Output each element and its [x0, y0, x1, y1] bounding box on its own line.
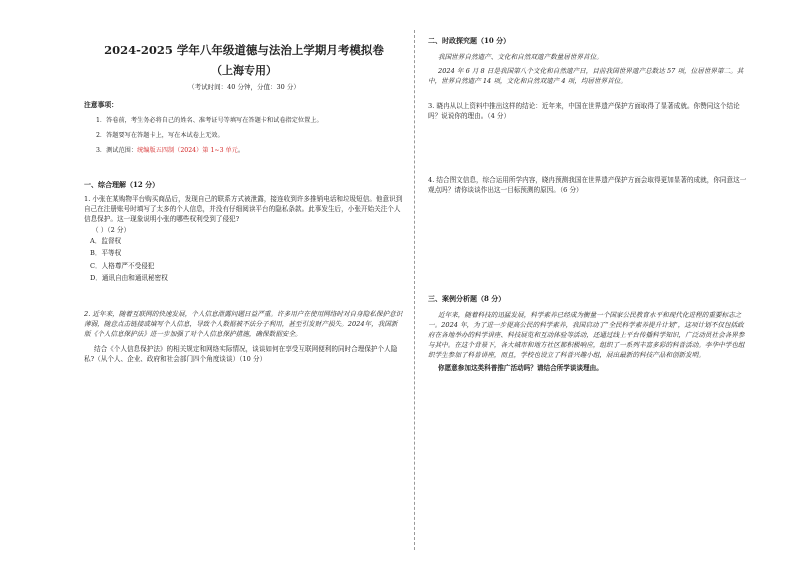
- case-material: 近年来，随着科技的迅猛发展，科学素养已经成为衡量一个国家公民教育水平和现代化进程的重要标志之一。2024 年，为了进一步提高公民的科学素养，我国启动了“全民科学素养提升计划”，这项计划不仅包括政府在各地举办的科学讲座、科技展览和互动体验等活动，还通过线上平台传播科学知识，广泛动员社会各界参与其中。在这个背景下，各大城市和地方社区都积极响应，组织了一系列丰富多彩的科普活动。李华中学也组织学生参加了科普讲座，而且，学校也设立了科普兴趣小组，展出最新的科技产品和创新发明。: [428, 310, 745, 360]
- option-a: A．监督权: [90, 236, 122, 245]
- notice-item-3-suffix: 。: [237, 147, 245, 154]
- exam-title: 2024-2025 学年八年级道德与法治上学期月考模拟卷: [104, 43, 384, 57]
- question-2: 2. 近年来，随着互联网的快速发展，个人信息泄露问题日益严重。许多用户在使用网络时对自身隐私保护意识薄弱，随意点击链接或填写个人信息，导致个人数据被不法分子利用，甚至引发财产损失。2024年，我国新版《个人信息保护法》进一步加强了对个人信息保护措施，确保数据安全。: [84, 309, 403, 339]
- question-4: 4. 结合图文信息，综合运用所学内容，晓冉预测我国在世界遗产保护方面会取得更加显著的成就，你同意这一观点吗？请你谈谈作出这一目标预测的原因。（6 分）: [428, 176, 747, 195]
- question-1: 1. 小张在某购物平台购买商品后，发现自己的联系方式被泄露，接连收到许多推销电话和垃圾短信。他意识到自己在注册账号时填写了太多的个人信息，并没有仔细阅读平台的隐私条款。此事发生后，小张开始关注个人信息保护。这一现象说明小张的哪些权利受到了侵犯?: [84, 195, 403, 224]
- notice-item-3: [96, 145, 404, 154]
- section-2-heading: 二、时政探究题（10 分）: [428, 36, 511, 45]
- section-3-heading: 三、案例分析题（8 分）: [428, 293, 506, 303]
- case-question: 你愿意参加这类科普推广活动吗？请结合所学谈谈理由。: [438, 363, 603, 372]
- notice-item-3-prefix: 3．测试范围：: [96, 147, 138, 154]
- section-1-heading: 一、综合理解（12 分）: [84, 180, 160, 189]
- exam-subtitle: （上海专用）: [211, 64, 277, 77]
- exam-meta: （考试时间：40 分钟，分值：30 分）: [188, 83, 300, 91]
- notice-heading: 注意事项：: [84, 101, 118, 109]
- notice-item-2: 2．答题要写在答题卡上，写在本试卷上无效。: [96, 132, 224, 139]
- right-column: [428, 36, 748, 373]
- test-scope: 统编版五四制（2024）第 1~3 单元: [137, 147, 238, 154]
- option-c: C．人格尊严不受侵犯: [90, 261, 155, 270]
- material-1: 我国世界自然遗产、文化和自然双遗产数量居世界首位。: [438, 53, 603, 61]
- material-2: 2024 年 6 月 8 日是我国第八个文化和自然遗产日，目前我国世界遗产总数达 57 项，位居世界第二。其中，世界自然遗产 14 项，文化和自然双遗产 4 项，均居世界首位。: [428, 67, 744, 86]
- question-1-blank: （ ）（2 分）: [92, 225, 131, 234]
- option-d: D．通讯自由和通讯秘密权: [90, 274, 168, 283]
- left-column: [84, 36, 404, 364]
- question-3: 3. 晓冉从以上资料中推出这样的结论：近年来，中国在世界遗产保护方面取得了显著成就。你赞同这个结论吗？说说你的理由。（4 分）: [428, 101, 740, 120]
- option-b: B．平等权: [90, 249, 122, 258]
- column-divider: [414, 30, 415, 550]
- question-2-ask: 结合《个人信息保护法》的相关规定和网络实际情况，谈谈如何在享受互联网便利的同时合理保护个人隐私?（从个人、企业、政府和社会部门四个角度谈谈）（10 分）: [84, 344, 398, 363]
- notice-item-1: 1．答卷前，考生务必将自己的姓名、准考证号等填写在答题卡和试卷指定位置上。: [96, 117, 323, 124]
